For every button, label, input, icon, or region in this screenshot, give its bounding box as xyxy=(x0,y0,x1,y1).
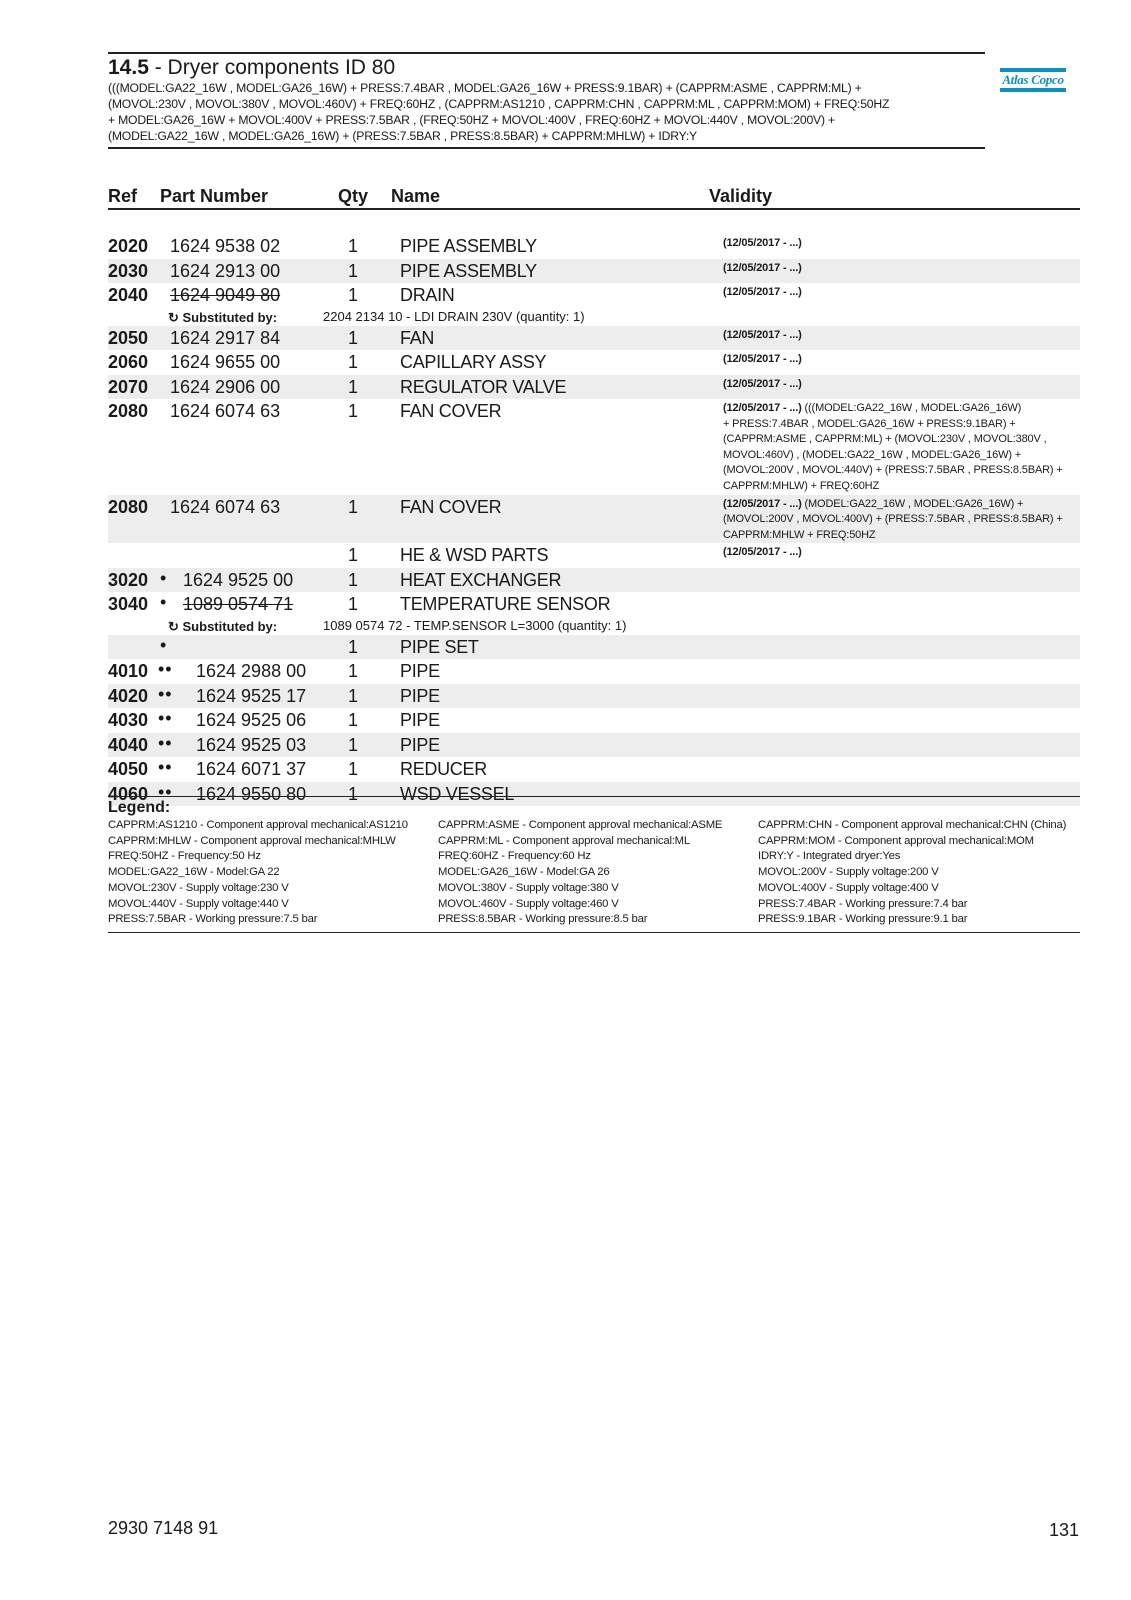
part-name: REGULATOR VALVE xyxy=(400,376,567,397)
part-name: PIPE xyxy=(400,734,440,755)
legend-key: PRESS:7.5BAR xyxy=(108,913,186,926)
hierarchy-dots: •• xyxy=(158,708,173,729)
quantity: 1 xyxy=(348,285,359,305)
logo-text: Atlas Copco xyxy=(1002,72,1064,87)
ref-number: 3020 xyxy=(108,569,149,590)
ref-number: 4020 xyxy=(108,685,149,706)
ref-number: 3040 xyxy=(108,594,149,615)
legend-key: MOVOL:400V xyxy=(758,881,827,894)
part-number[interactable]: 1624 9655 00 xyxy=(170,352,281,372)
legend-entry xyxy=(108,897,408,913)
condition-line: (MOVOL:230V , MOVOL:380V , MOVOL:460V) + FREQ:60HZ , (CAPPRM:AS1210 , CAPPRM:CHN , CAPPRM:ML , CAPPRM:MOM) + FREQ:50HZ xyxy=(108,97,890,111)
ref-number: 2050 xyxy=(108,327,149,348)
substitute-part[interactable]: 2204 2134 10 - LDI DRAIN 230V (quantity: 1) xyxy=(323,308,585,324)
legend-desc: - Component approval mechanical:CHN (China) xyxy=(831,819,1067,831)
legend-entry xyxy=(758,897,1066,913)
validity-date: (12/05/2017 - ...) xyxy=(723,286,802,298)
legend-key: MOVOL:230V xyxy=(108,881,177,894)
hierarchy-dots: •• xyxy=(158,732,173,753)
legend-desc: - Working pressure:7.4 bar xyxy=(835,897,968,910)
validity-date: (12/05/2017 - ...) xyxy=(723,237,802,249)
part-name: PIPE SET xyxy=(400,636,479,657)
ref-number: 2070 xyxy=(108,376,149,397)
validity xyxy=(723,328,1078,344)
legend-key: CAPPRM:ML xyxy=(438,834,503,847)
validity-condition: (CAPPRM:ASME , CAPPRM:ML) + (MOVOL:230V , MOVOL:380V , xyxy=(723,433,1047,446)
condition-line: (((MODEL:GA22_16W , MODEL:GA26_16W) + PRESS:7.4BAR , MODEL:GA26_16W + PRESS:9.1BAR) + (CAPPRM:ASME , CAPPRM:ML) + xyxy=(108,81,862,95)
part-number[interactable]: 1624 9525 06 xyxy=(196,710,307,731)
atlas-copco-logo xyxy=(1000,68,1066,96)
part-number[interactable]: 1624 9538 02 xyxy=(170,236,281,256)
table-row xyxy=(108,283,1080,308)
legend-entry xyxy=(108,834,408,850)
legend-entry xyxy=(758,881,1066,897)
substituted-label xyxy=(168,310,277,326)
part-name: TEMPERATURE SENSOR xyxy=(400,594,611,615)
section-number: 14.5 xyxy=(108,56,149,79)
part-name: REDUCER xyxy=(400,759,487,780)
part-name: PIPE ASSEMBLY xyxy=(400,236,537,256)
table-row xyxy=(108,659,1080,684)
quantity: 1 xyxy=(348,783,359,804)
legend-key: IDRY:Y xyxy=(758,850,794,863)
quantity: 1 xyxy=(348,759,359,780)
validity xyxy=(723,377,1078,393)
legend-column xyxy=(108,818,408,928)
section-name: - Dryer components ID 80 xyxy=(148,56,396,79)
legend-entry xyxy=(108,818,408,834)
legend-desc: - Working pressure:7.5 bar xyxy=(185,913,318,926)
part-name: HE & WSD PARTS xyxy=(400,545,549,566)
part-number[interactable]: 1624 2906 00 xyxy=(170,376,281,397)
part-number[interactable]: 1624 2917 84 xyxy=(170,327,281,348)
hierarchy-dots: • xyxy=(160,567,168,588)
part-name: FAN COVER xyxy=(400,401,502,421)
validity xyxy=(723,285,1078,301)
validity xyxy=(723,401,1078,495)
table-row xyxy=(108,635,1080,660)
validity-condition: CAPPRM:MHLW) + FREQ:60HZ xyxy=(723,479,880,492)
legend-key: MODEL:GA26_16W xyxy=(438,866,537,879)
hierarchy-dots: • xyxy=(160,592,168,613)
legend-desc: - Working pressure:8.5 bar xyxy=(515,913,648,926)
ref-number: 2040 xyxy=(108,285,149,305)
legend-entry xyxy=(108,881,408,897)
legend-key: CAPPRM:CHN xyxy=(758,819,832,831)
quantity: 1 xyxy=(348,734,359,755)
quantity: 1 xyxy=(348,327,359,348)
substitution-row xyxy=(108,617,1080,635)
table-row xyxy=(108,592,1080,617)
substituted-label-text: Substituted by: xyxy=(182,309,278,325)
legend-desc: - Model:GA 26 xyxy=(536,866,610,879)
substitution-row xyxy=(108,308,1080,326)
legend-key: PRESS:8.5BAR xyxy=(438,913,516,926)
legend-column xyxy=(758,818,1066,928)
table-row xyxy=(108,259,1080,284)
validity-condition: CAPPRM:MHLW + FREQ:50HZ xyxy=(723,528,876,541)
quantity: 1 xyxy=(348,260,359,281)
document-number: 2930 7148 91 xyxy=(108,1518,219,1538)
part-number[interactable]: 1624 2988 00 xyxy=(196,661,307,682)
condition-line: + MODEL:GA26_16W + MOVOL:400V + PRESS:7.5BAR , (FREQ:50HZ + MOVOL:400V , FREQ:60HZ + MOVOL:440V , MOVOL:200V) + xyxy=(108,113,835,127)
validity-condition: MOVOL:460V) , (MODEL:GA22_16W , MODEL:GA26_16W) + xyxy=(723,448,1022,461)
legend-entry xyxy=(438,849,722,865)
validity-condition: (MOVOL:200V , MOVOL:440V) + (PRESS:7.5BAR , PRESS:8.5BAR) + xyxy=(723,464,1063,477)
legend-entry xyxy=(108,912,408,928)
quantity: 1 xyxy=(348,236,359,256)
header-ref: Ref xyxy=(108,186,138,206)
hierarchy-dots: •• xyxy=(158,781,173,802)
legend-desc: - Supply voltage:440 V xyxy=(176,897,289,910)
part-name: PIPE xyxy=(400,661,440,682)
legend-entry xyxy=(758,834,1066,850)
part-name: FAN xyxy=(400,327,435,348)
legend-entry xyxy=(758,865,1066,881)
legend-desc: - Component approval mechanical:ML xyxy=(502,834,690,847)
ref-number: 2020 xyxy=(108,236,149,256)
header-part-number: Part Number xyxy=(160,186,269,206)
substituted-label-text: Substituted by: xyxy=(182,618,278,634)
table-row xyxy=(108,234,1080,259)
legend-key: MOVOL:380V xyxy=(438,881,507,894)
quantity: 1 xyxy=(348,661,359,682)
part-name: DRAIN xyxy=(400,285,455,305)
ref-number: 2060 xyxy=(108,352,149,372)
table-row xyxy=(108,399,1080,495)
hierarchy-dots: •• xyxy=(158,757,173,778)
hierarchy-dots: • xyxy=(160,634,168,655)
table-row xyxy=(108,350,1080,375)
part-number[interactable]: 1624 6074 63 xyxy=(170,496,281,517)
quantity: 1 xyxy=(348,545,359,566)
legend-desc: - Supply voltage:230 V xyxy=(176,881,289,894)
legend-desc: - Supply voltage:380 V xyxy=(506,881,619,894)
legend-desc: - Frequency:50 Hz xyxy=(168,850,261,863)
validity-condition: (MODEL:GA22_16W , MODEL:GA26_16W) + xyxy=(801,497,1024,510)
legend-desc: - Integrated dryer:Yes xyxy=(793,850,901,863)
legend-key: CAPPRM:MHLW xyxy=(108,834,191,847)
validity-date: (12/05/2017 - ...) xyxy=(723,546,802,559)
legend-key: PRESS:9.1BAR xyxy=(758,913,836,926)
refresh-icon: ↻ xyxy=(168,618,183,634)
part-number[interactable]: 1624 9525 03 xyxy=(196,734,307,755)
legend-key: MOVOL:460V xyxy=(438,897,507,910)
table-row xyxy=(108,733,1080,758)
header-qty: Qty xyxy=(338,186,369,206)
quantity: 1 xyxy=(348,685,359,706)
ref-number: 2030 xyxy=(108,260,149,281)
part-name: HEAT EXCHANGER xyxy=(400,569,562,590)
part-number[interactable]: 1624 6071 37 xyxy=(196,759,307,780)
validity-condition: (MOVOL:200V , MOVOL:400V) + (PRESS:7.5BAR , PRESS:8.5BAR) + xyxy=(723,513,1063,526)
legend-column xyxy=(438,818,722,928)
ref-number: 4030 xyxy=(108,710,149,731)
validity xyxy=(723,261,1078,277)
ref-number: 4040 xyxy=(108,734,149,755)
part-number[interactable]: 1624 9550 80 xyxy=(196,783,307,804)
legend-key: MOVOL:440V xyxy=(108,897,177,910)
table-row xyxy=(108,708,1080,733)
substitute-part[interactable]: 1089 0574 72 - TEMP.SENSOR L=3000 (quantity: 1) xyxy=(323,617,627,633)
validity xyxy=(723,236,1078,252)
part-number[interactable]: 1624 9525 00 xyxy=(183,569,294,590)
legend-entry xyxy=(438,818,722,834)
validity-date: (12/05/2017 - ...) xyxy=(723,328,802,341)
hierarchy-dots: •• xyxy=(158,659,173,680)
validity-date: (12/05/2017 - ...) xyxy=(723,497,802,510)
refresh-icon: ↻ xyxy=(168,309,183,325)
table-row xyxy=(108,568,1080,593)
legend-entry xyxy=(758,912,1066,928)
part-name: PIPE ASSEMBLY xyxy=(400,260,537,281)
hierarchy-dots: •• xyxy=(158,683,173,704)
part-name: FAN COVER xyxy=(400,496,502,517)
legend-key: PRESS:7.4BAR xyxy=(758,897,836,910)
part-name: PIPE xyxy=(400,710,440,731)
table-row xyxy=(108,543,1080,568)
part-number[interactable]: 1624 6074 63 xyxy=(170,401,281,421)
ref-number: 4050 xyxy=(108,759,149,780)
quantity: 1 xyxy=(348,594,359,615)
table-row xyxy=(108,757,1080,782)
legend-entry xyxy=(108,865,408,881)
header-validity: Validity xyxy=(709,186,773,206)
legend-desc: - Component approval mechanical:AS1210 xyxy=(197,819,408,831)
validity xyxy=(723,545,1078,561)
legend-entry xyxy=(438,834,722,850)
ref-number: 2080 xyxy=(108,496,149,517)
legend-entry xyxy=(438,865,722,881)
legend-grid xyxy=(108,818,1080,930)
legend-entry xyxy=(758,818,1066,834)
legend xyxy=(108,796,1080,933)
table-row xyxy=(108,326,1080,351)
legend-key: MODEL:GA22_16W xyxy=(108,866,207,879)
legend-key: FREQ:50HZ xyxy=(108,850,169,863)
section-header xyxy=(108,52,985,149)
part-name: PIPE xyxy=(400,685,440,706)
legend-key: CAPPRM:MOM xyxy=(758,834,836,847)
ref-number: 4010 xyxy=(108,661,149,682)
part-number[interactable]: 1624 9525 17 xyxy=(196,685,307,706)
legend-key: CAPPRM:AS1210 xyxy=(108,819,198,831)
condition-line: (MODEL:GA22_16W , MODEL:GA26_16W) + (PRESS:7.5BAR , PRESS:8.5BAR) + CAPPRM:MHLW) + IDRY:Y xyxy=(108,129,697,143)
part-name: CAPILLARY ASSY xyxy=(400,352,547,372)
section-title xyxy=(108,56,985,80)
legend-key: CAPPRM:ASME xyxy=(438,819,520,831)
legend-entry xyxy=(438,912,722,928)
quantity: 1 xyxy=(348,710,359,731)
validity-condition: + PRESS:7.4BAR , MODEL:GA26_16W + PRESS:9.1BAR) + xyxy=(723,417,1016,430)
part-number[interactable]: 1624 2913 00 xyxy=(170,260,281,281)
validity xyxy=(723,352,1078,368)
table-header xyxy=(108,184,1080,210)
legend-entry xyxy=(438,881,722,897)
ref-number: 4060 xyxy=(108,783,149,804)
parts-table xyxy=(108,234,1080,806)
part-number[interactable]: 1624 9049 80 xyxy=(170,285,281,305)
legend-desc: - Frequency:60 Hz xyxy=(498,850,591,863)
section-conditions xyxy=(108,80,985,144)
legend-desc: - Supply voltage:200 V xyxy=(826,866,939,879)
legend-desc: - Component approval mechanical:ASME xyxy=(519,819,723,831)
validity-condition: (((MODEL:GA22_16W , MODEL:GA26_16W) xyxy=(801,402,1022,414)
part-number[interactable]: 1089 0574 71 xyxy=(183,594,294,615)
legend-desc: - Model:GA 22 xyxy=(206,866,280,879)
ref-number: 2080 xyxy=(108,401,149,421)
validity-date: (12/05/2017 - ...) xyxy=(723,402,802,414)
quantity: 1 xyxy=(348,401,359,421)
quantity: 1 xyxy=(348,496,359,517)
table-row xyxy=(108,495,1080,544)
legend-desc: - Component approval mechanical:MHLW xyxy=(190,834,396,847)
validity-date: (12/05/2017 - ...) xyxy=(723,261,802,274)
substituted-label xyxy=(168,619,277,635)
part-name: WSD VESSEL xyxy=(400,783,515,804)
legend-desc: - Component approval mechanical:MOM xyxy=(835,834,1034,847)
legend-title: Legend: xyxy=(108,799,171,816)
validity-date: (12/05/2017 - ...) xyxy=(723,353,802,365)
quantity: 1 xyxy=(348,376,359,397)
legend-desc: - Working pressure:9.1 bar xyxy=(835,913,968,926)
legend-key: MOVOL:200V xyxy=(758,866,827,879)
legend-entry xyxy=(438,897,722,913)
page-number: 131 xyxy=(1048,1520,1079,1540)
legend-entry xyxy=(758,849,1066,865)
quantity: 1 xyxy=(348,352,359,372)
legend-desc: - Supply voltage:460 V xyxy=(506,897,619,910)
quantity: 1 xyxy=(348,569,359,590)
table-row xyxy=(108,684,1080,709)
validity xyxy=(723,497,1078,544)
legend-desc: - Supply voltage:400 V xyxy=(826,881,939,894)
quantity: 1 xyxy=(348,636,359,657)
logo-bar-bottom xyxy=(1000,88,1066,92)
header-name: Name xyxy=(391,186,441,206)
table-row xyxy=(108,375,1080,400)
legend-entry xyxy=(108,849,408,865)
legend-key: FREQ:60HZ xyxy=(438,850,499,863)
validity-date: (12/05/2017 - ...) xyxy=(723,377,802,390)
